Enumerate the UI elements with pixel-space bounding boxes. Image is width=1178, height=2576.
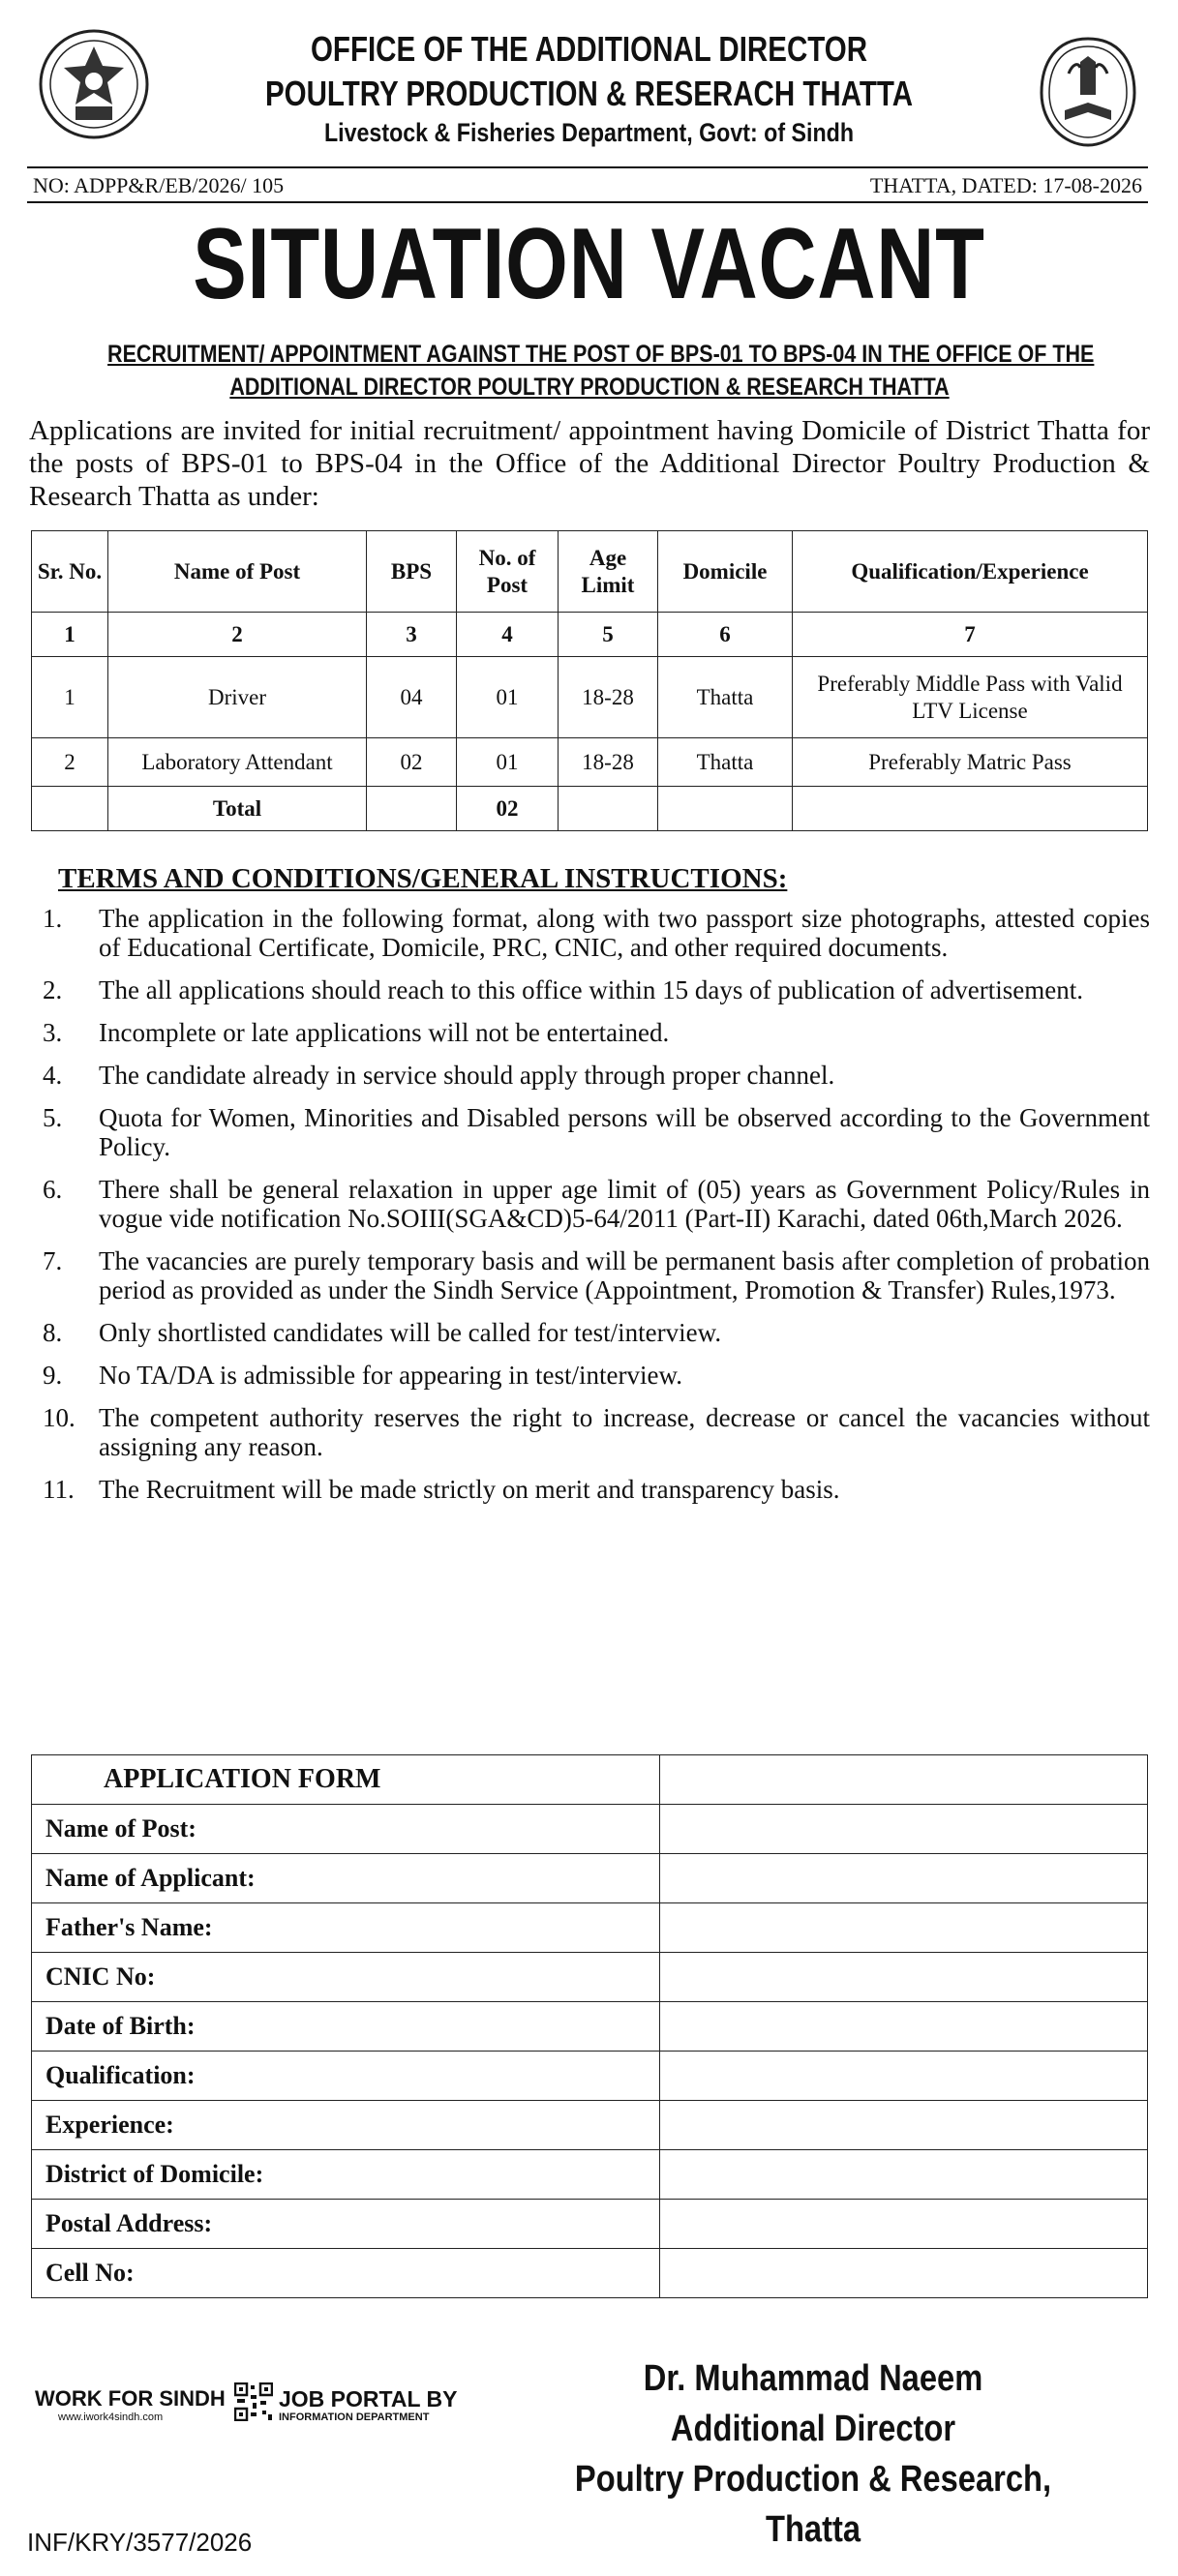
list-item (29, 1475, 1150, 1504)
signatory-name: Dr. Muhammad Naeem (643, 2358, 983, 2399)
list-item (29, 1061, 1150, 1090)
form-row (32, 2101, 1148, 2150)
total-row (32, 787, 1148, 831)
column-header: Name of Post (108, 531, 367, 613)
item-number: 5. (43, 1103, 63, 1132)
subheading-line-2: ADDITIONAL DIRECTOR POULTRY PRODUCTION & RESEARCH THATTA (229, 374, 950, 401)
item-text: Only shortlisted candidates will be called for test/interview. (99, 1318, 722, 1347)
form-row (32, 1805, 1148, 1854)
job-portal-subtitle: INFORMATION DEPARTMENT (279, 2411, 430, 2423)
form-label: Experience: (32, 2101, 660, 2150)
empty-cell (793, 787, 1148, 831)
application-form (31, 1754, 1148, 2298)
item-number: 2. (43, 975, 63, 1004)
form-label: Father's Name: (32, 1903, 660, 1953)
reference-divider (27, 201, 1148, 203)
form-value-field[interactable] (660, 2150, 1148, 2200)
form-row (32, 2002, 1148, 2052)
signatory-place: Thatta (765, 2509, 861, 2550)
column-number: 4 (457, 613, 559, 657)
table-row (32, 657, 1148, 738)
terms-heading: TERMS AND CONDITIONS/GENERAL INSTRUCTIONS: (58, 863, 788, 894)
empty-cell (367, 787, 457, 831)
subheading-line-1: RECRUITMENT/ APPOINTMENT AGAINST THE POST OF BPS-01 TO BPS-04 IN THE OFFICE OF THE (107, 341, 1095, 368)
column-header: Qualification/Experience (793, 531, 1148, 613)
form-value-field[interactable] (660, 2052, 1148, 2101)
form-row (32, 2249, 1148, 2298)
list-item (29, 1403, 1150, 1461)
qualification-cell: Preferably Middle Pass with Valid LTV License (793, 657, 1148, 738)
item-number: 1. (43, 904, 63, 933)
bps-cell: 04 (367, 657, 457, 738)
letterhead (0, 0, 1178, 165)
column-number: 6 (658, 613, 793, 657)
office-name: OFFICE OF THE ADDITIONAL DIRECTOR (310, 29, 868, 69)
form-blank (660, 1755, 1148, 1805)
form-row (32, 2200, 1148, 2249)
department-name: POULTRY PRODUCTION & RESERACH THATTA (264, 74, 914, 113)
item-text: The vacancies are purely temporary basis and will be permanent basis after completion of probation period as provided as under the Sindh Service (Appointment, Promotion & Transfer) Rules,1973. (99, 1246, 1150, 1304)
table-header-row (32, 531, 1148, 613)
department-crest-icon (1036, 35, 1140, 149)
bps-cell: 02 (367, 738, 457, 787)
age-limit-cell: 18-28 (559, 657, 658, 738)
post-name-cell: Laboratory Attendant (108, 738, 367, 787)
form-row (32, 2150, 1148, 2200)
item-number: 9. (43, 1361, 63, 1390)
government-name: Livestock & Fisheries Department, Govt: of Sindh (323, 118, 855, 147)
form-value-field[interactable] (660, 1805, 1148, 1854)
age-limit-cell: 18-28 (559, 738, 658, 787)
column-header: Domicile (658, 531, 793, 613)
item-text: The Recruitment will be made strictly on merit and transparency basis. (99, 1475, 840, 1504)
top-divider (27, 166, 1148, 168)
column-number: 2 (108, 613, 367, 657)
reference-number: NO: ADPP&R/EB/2026/ 105 (33, 173, 285, 197)
item-number: 3. (43, 1018, 63, 1047)
column-number: 3 (367, 613, 457, 657)
list-item (29, 975, 1150, 1004)
total-label: Total (108, 787, 367, 831)
post-count-cell: 01 (457, 657, 559, 738)
signatory-designation: Additional Director (670, 2409, 956, 2449)
reference-date: THATTA, DATED: 17-08-2026 (869, 173, 1142, 197)
list-item (29, 1246, 1150, 1304)
item-number: 8. (43, 1318, 63, 1347)
form-label: Cell No: (32, 2249, 660, 2298)
form-label: District of Domicile: (32, 2150, 660, 2200)
item-number: 7. (43, 1246, 63, 1275)
form-value-field[interactable] (660, 2200, 1148, 2249)
item-number: 4. (43, 1061, 63, 1090)
domicile-cell: Thatta (658, 738, 793, 787)
sr-cell: 2 (32, 738, 108, 787)
item-number: 10. (43, 1403, 76, 1432)
column-number: 1 (32, 613, 108, 657)
list-item (29, 1103, 1150, 1161)
empty-cell (559, 787, 658, 831)
form-value-field[interactable] (660, 1854, 1148, 1903)
item-text: The candidate already in service should apply through proper channel. (99, 1061, 835, 1090)
signatory-office: Poultry Production & Research, (574, 2459, 1052, 2500)
form-label: Name of Applicant: (32, 1854, 660, 1903)
form-label: Name of Post: (32, 1805, 660, 1854)
empty-cell (32, 787, 108, 831)
post-name-cell: Driver (108, 657, 367, 738)
list-item (29, 1361, 1150, 1390)
inf-number: INF/KRY/3577/2026 (27, 2528, 253, 2557)
domicile-cell: Thatta (658, 657, 793, 738)
empty-cell (658, 787, 793, 831)
item-text: The application in the following format, along with two passport size photographs, attested copies of Educational Certificate, Domicile, PRC, CNIC, and other required documents. (99, 904, 1150, 962)
column-header: No. of Post (457, 531, 559, 613)
list-item (29, 904, 1150, 962)
qr-code-icon (234, 2382, 273, 2421)
post-count-cell: 01 (457, 738, 559, 787)
item-text: The competent authority reserves the right to increase, decrease or cancel the vacancies without assigning any reason. (99, 1403, 1150, 1461)
item-text: The all applications should reach to this office within 15 days of publication of advertisement. (99, 975, 1083, 1004)
form-value-field[interactable] (660, 2101, 1148, 2150)
signature-block (547, 2353, 1079, 2555)
form-value-field[interactable] (660, 2002, 1148, 2052)
reference-bar (27, 170, 1148, 199)
column-header: Age Limit (559, 531, 658, 613)
qualification-cell: Preferably Matric Pass (793, 738, 1148, 787)
item-text: Incomplete or late applications will not be entertained. (99, 1018, 670, 1047)
item-text: There shall be general relaxation in upper age limit of (05) years as Government Policy/Rules in vogue vide notification No.SOIII(SGA&CD)5-64/2011 (Part-II) Karachi, dated 06th,March 2026. (99, 1175, 1150, 1233)
column-header: BPS (367, 531, 457, 613)
form-row (32, 1854, 1148, 1903)
form-title-row (32, 1755, 1148, 1805)
column-number: 5 (559, 613, 658, 657)
job-portal-logo: JOB PORTAL BY (279, 2386, 458, 2411)
form-value-field[interactable] (660, 1903, 1148, 1953)
intro-paragraph: Applications are invited for initial recruitment/ appointment having Domicile of District Thatta for the posts of BPS-01 to BPS-04 in the Office of the Additional Director Poultry Production & Research Thatta as under: (29, 415, 1150, 512)
column-number-row (32, 613, 1148, 657)
form-label: Date of Birth: (32, 2002, 660, 2052)
form-title: APPLICATION FORM (32, 1755, 660, 1805)
form-label: Postal Address: (32, 2200, 660, 2249)
table-row (32, 738, 1148, 787)
work-for-sindh-logo: WORK FOR SINDH (35, 2386, 226, 2411)
item-number: 11. (43, 1475, 75, 1504)
total-value: 02 (457, 787, 559, 831)
form-row (32, 1903, 1148, 1953)
form-value-field[interactable] (660, 1953, 1148, 2002)
form-row (32, 1953, 1148, 2002)
sr-cell: 1 (32, 657, 108, 738)
page-title: SITUATION VACANT (193, 208, 985, 320)
form-label: Qualification: (32, 2052, 660, 2101)
form-value-field[interactable] (660, 2249, 1148, 2298)
list-item (29, 1018, 1150, 1047)
column-header: Sr. No. (32, 531, 108, 613)
item-text: No TA/DA is admissible for appearing in test/interview. (99, 1361, 682, 1390)
list-item (29, 1175, 1150, 1233)
terms-list (29, 904, 1150, 1517)
posts-table (31, 530, 1148, 831)
work-for-sindh-url[interactable]: www.iwork4sindh.com (58, 2411, 164, 2423)
form-label: CNIC No: (32, 1953, 660, 2002)
item-number: 6. (43, 1175, 63, 1204)
form-row (32, 2052, 1148, 2101)
item-text: Quota for Women, Minorities and Disabled persons will be observed according to the Government Policy. (99, 1103, 1150, 1161)
list-item (29, 1318, 1150, 1347)
column-number: 7 (793, 613, 1148, 657)
